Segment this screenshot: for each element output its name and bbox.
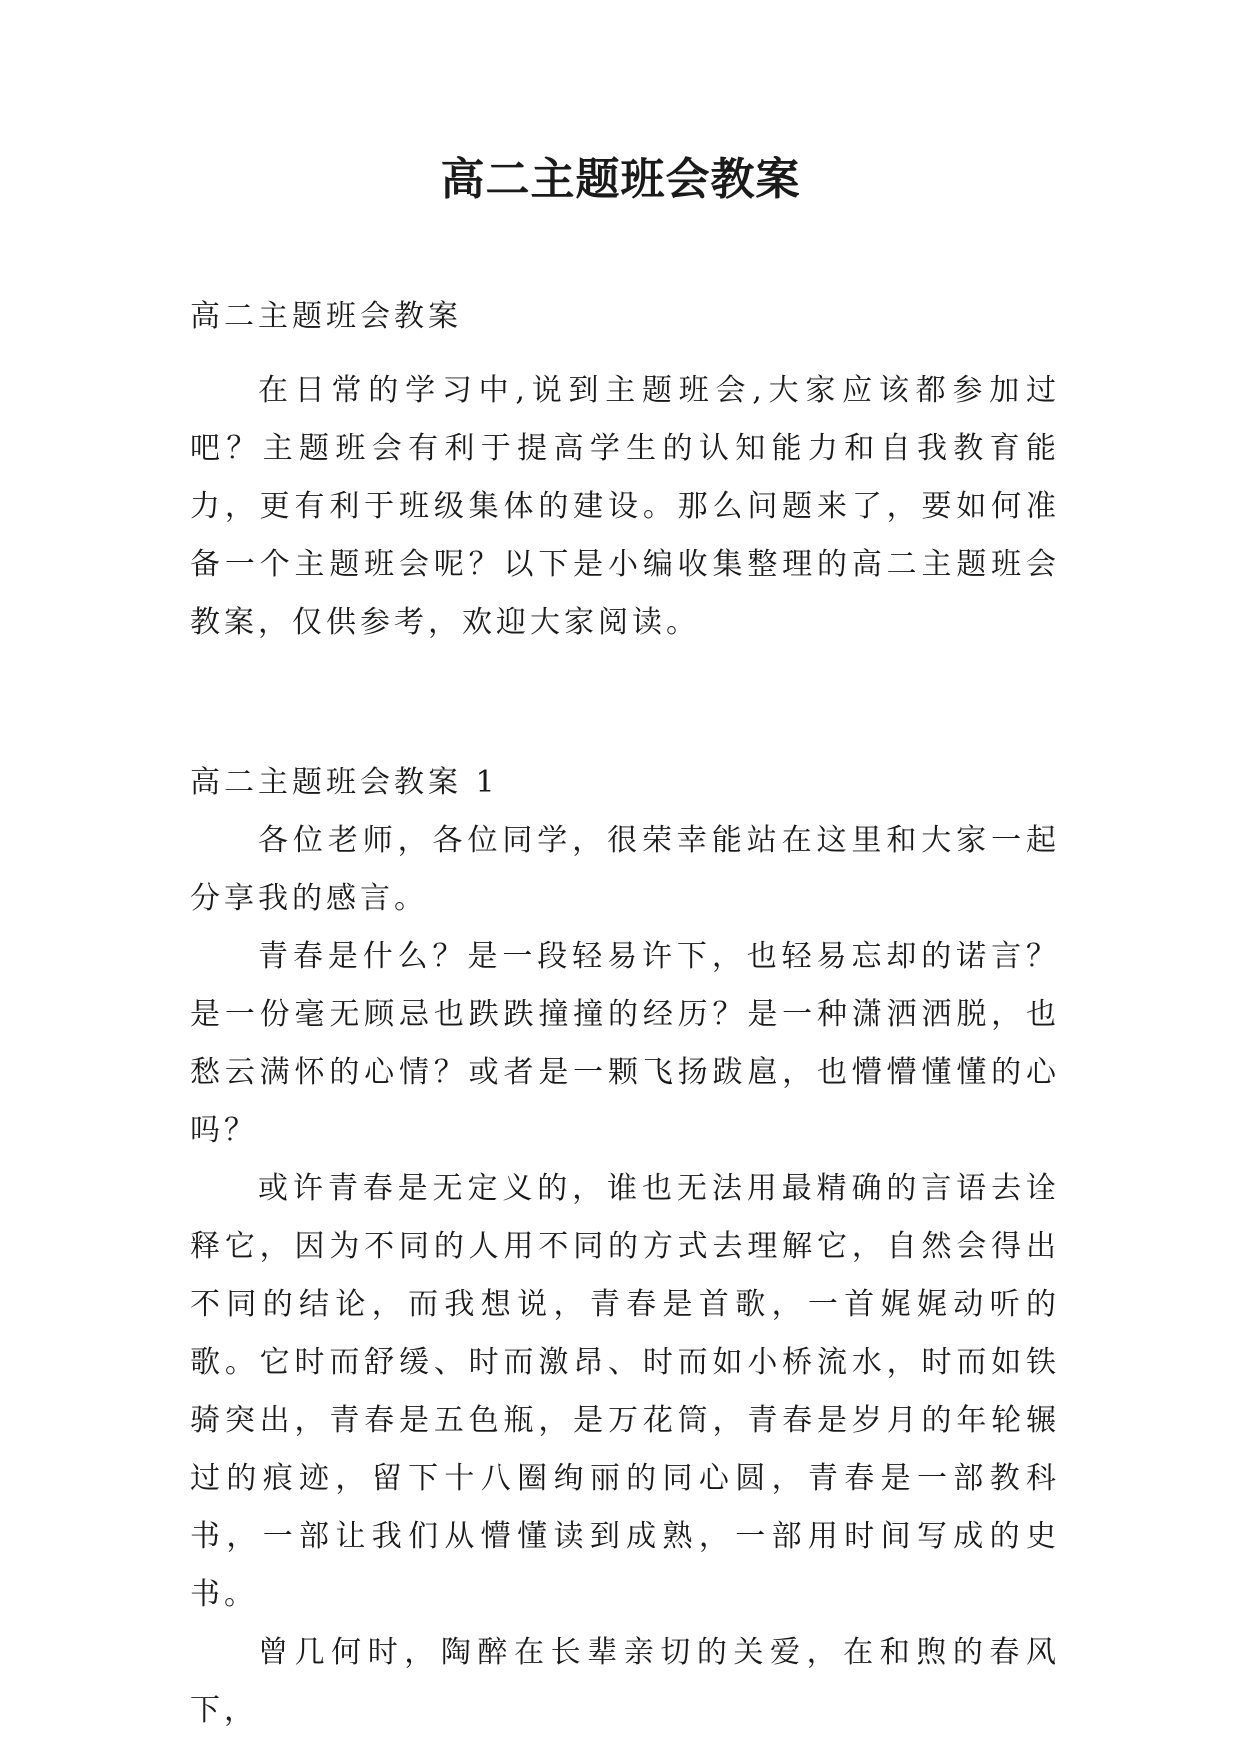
paragraph: 各位老师，各位同学，很荣幸能站在这里和大家一起分享我的感言。: [190, 823, 1060, 916]
document-subtitle: 高二主题班会教案: [190, 299, 462, 334]
section-heading: 高二主题班会教案 1: [190, 765, 499, 800]
intro-paragraph: 在日常的学习中,说到主题班会,大家应该都参加过吧？主题班会有利于提高学生的认知能力和自我教育能力，更有利于班级集体的建设。那么问题来了，要如何准备一个主题班会呢？以下是小编收集整理的高二主题班会教案，仅供参考，欢迎大家阅读。: [190, 373, 1060, 640]
paragraph: 曾几何时，陶醉在长辈亲切的关爱，在和煦的春风下，: [190, 1635, 1060, 1728]
intro-section: [190, 362, 1060, 652]
section-body: [190, 812, 1060, 1740]
paragraph: 青春是什么？是一段轻易许下，也轻易忘却的诺言？是一份毫无顾忌也跌跌撞撞的经历？是一种潇洒洒脱，也愁云满怀的心情？或者是一颗飞扬跋扈，也懵懵懂懂的心吗？: [190, 939, 1060, 1148]
paragraph: 或许青春是无定义的，谁也无法用最精确的言语去诠释它，因为不同的人用不同的方式去理解它，自然会得出不同的结论，而我想说，青春是首歌，一首娓娓动听的歌。它时而舒缓、时而激昂、时而如小桥流水，时而如铁骑突出，青春是五色瓶，是万花筒，青春是岁月的年轮辗过的痕迹，留下十八圈绚丽的同心圆，青春是一部教科书，一部让我们从懵懂读到成熟，一部用时间写成的史书。: [190, 1171, 1060, 1612]
document-title: 高二主题班会教案: [440, 154, 801, 205]
